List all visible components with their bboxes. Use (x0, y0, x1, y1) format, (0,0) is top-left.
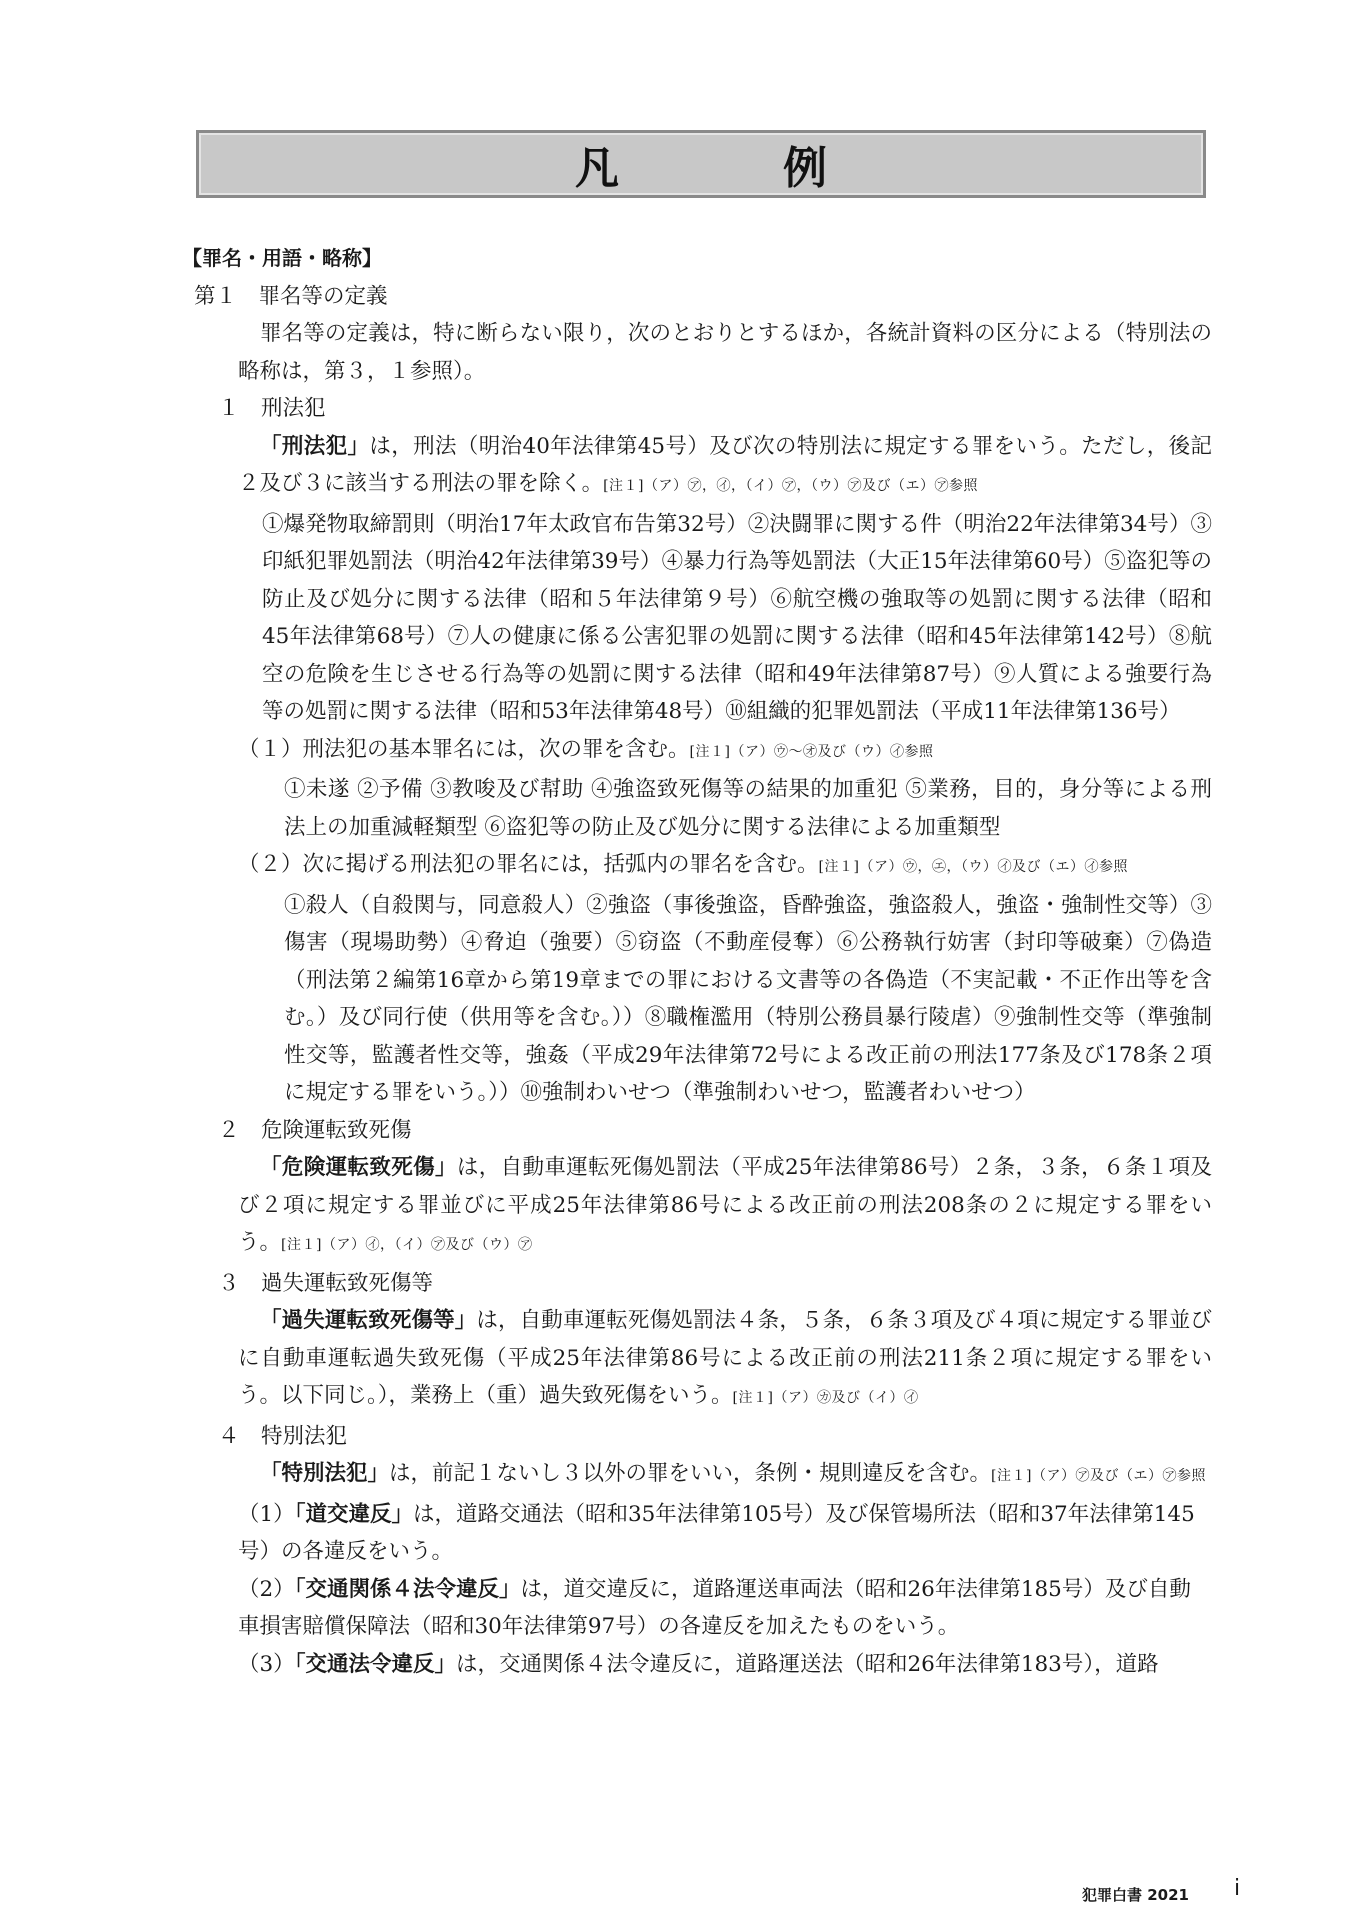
sub-list-1-2: ①殺人（自殺関与，同意殺人）②強盗（事後強盗，昏酔強盗，強盗殺人，強盗・強制性交等）③傷害（現場助勢）④脅迫（強要）⑤窃盗（不動産侵奪）⑥公務執行妨害（封印等破棄）⑦偽造（刑法第２編第16章から第19章までの罪における文書等の各偽造（不実記載・不正作出等を含む。）及び同行使（供用等を含む。））⑧職権濫用（特別公務員暴行陵虐）⑨強制性交等（準強制性交等，監護者性交等，強姦（平成29年法律第72号による改正前の刑法177条及び178条２項に規定する罪をいう。））⑩強制わいせつ（準強制わいせつ，監護者わいせつ） (284, 892, 1212, 1105)
sub-note-1-1: [注１]（ア）㋒～㋔及び（ウ）㋑参照 (689, 743, 934, 760)
sub-num-4-1: （1） (238, 1501, 295, 1527)
sub-item-4-3 (182, 1646, 1212, 1684)
sub-heading-1-1 (182, 731, 1212, 772)
sub-num-4-2: （2） (238, 1576, 295, 1602)
note-2: [注１]（ア）㋑，（イ）㋐及び（ウ）㋐ (281, 1237, 533, 1253)
law-list-1: ①爆発物取締罰則（明治17年太政官布告第32号）②決闘罪に関する件（明治22年法律第34号）③印紙犯罪処罰法（明治42年法律第39号）④暴力行為等処罰法（大正15年法律第60号）⑤盗犯等の防止及び処分に関する法律（昭和５年法律第９号）⑥航空機の強取等の処罰に関する法律（昭和45年法律第68号）⑦人の健康に係る公害犯罪の処罰に関する法律（昭和45年法律第142号）⑧航空の危険を生じさせる行為等の処罰に関する法律（昭和49年法律第87号）⑨人質による強要行為等の処罰に関する法律（昭和53年法律第48号）⑩組織的犯罪処罰法（平成11年法律第136号） (262, 511, 1212, 724)
sub-item-4-2 (182, 1571, 1212, 1646)
note-1: [注１]（ア）㋐，㋑，（イ）㋐，（ウ）㋐及び（エ）㋐参照 (603, 478, 979, 494)
page-title: 凡 例 (575, 143, 887, 194)
sub-heading-text-1-2: （２）次に掲げる刑法犯の罪名には，括弧内の罪名を含む。 (238, 852, 819, 877)
sub-list-1-1: ①未遂 ②予備 ③教唆及び幇助 ④強盗致死傷等の結果的加重犯 ⑤業務，目的，身分等による刑法上の加重減軽類型 ⑥盗犯等の防止及び処分に関する法律による加重類型 (284, 777, 1212, 840)
term-koutsuu4hourei: 「交通関係４法令違反」 (294, 1576, 521, 1602)
item-body-3 (182, 1302, 1212, 1418)
sub-heading-1-2 (182, 846, 1212, 887)
item-text-4: は，前記１ないし３以外の罪をいい，条例・規則違反を含む。 (389, 1461, 992, 1486)
sub-note-1-2: [注１]（ア）㋒，㋓，（ウ）㋑及び（エ）㋑参照 (818, 859, 1128, 875)
term-kashitsuunten: 「過失運転致死傷等」 (260, 1308, 477, 1333)
section-header: 【罪名・用語・略称】 (182, 246, 382, 270)
part-heading: 第１ 罪名等の定義 (194, 283, 388, 309)
footer-book-title: 犯罪白書 2021 (1082, 1886, 1189, 1904)
term-kikenunten: 「危険運転致死傷」 (260, 1155, 457, 1180)
sub-text-4-3: は，交通関係４法令違反に，道路運送法（昭和26年法律第183号），道路 (455, 1651, 1159, 1677)
term-doukouihan: 「道交違反」 (294, 1501, 413, 1527)
document-body (182, 240, 1212, 1683)
item-heading-2: ２ 危険運転致死傷 (218, 1117, 412, 1143)
note-4: [注１]（ア）㋐及び（エ）㋐参照 (991, 1468, 1206, 1484)
sub-item-4-1 (182, 1496, 1212, 1571)
sub-heading-text-1-1: （１）刑法犯の基本罪名には，次の罪を含む。 (238, 736, 690, 762)
term-keihouhan: 「刑法犯」 (260, 433, 370, 459)
item-body-1 (182, 428, 1212, 506)
sub-text-4-1: は，道路交通法（昭和35年法律第105号）及び保管場所法（昭和37年法律第145号）の各違反をいう。 (238, 1501, 1195, 1564)
page-number: i (1234, 1876, 1241, 1901)
part-intro: 罪名等の定義は，特に断らない限り，次のとおりとするほか，各統計資料の区分による（特別法の略称は，第３，１参照）。 (238, 321, 1212, 384)
page-title-box (196, 130, 1206, 198)
item-text-1: は，刑法（明治40年法律第45号）及び次の特別法に規定する罪をいう。ただし，後記２及び３に該当する刑法の罪を除く。 (238, 433, 1212, 496)
sub-text-4-2: は，道交違反に，道路運送車両法（昭和26年法律第185号）及び自動車損害賠償保障法（昭和30年法律第97号）の各違反を加えたものをいう。 (238, 1576, 1191, 1639)
item-text-2: は，自動車運転死傷処罰法（平成25年法律第86号）２条，３条，６条１項及び２項に規定する罪並びに平成25年法律第86号による改正前の刑法208条の２に規定する罪をいう。 (238, 1155, 1212, 1255)
term-koutsuuhourei: 「交通法令違反」 (294, 1651, 456, 1677)
item-body-4 (182, 1455, 1212, 1496)
item-heading-1: １ 刑法犯 (218, 396, 326, 421)
note-3: [注１]（ア）㋕及び（イ）㋑ (732, 1390, 919, 1406)
item-heading-3: ３ 過失運転致死傷等 (218, 1270, 434, 1296)
term-tokubetsuhouhan: 「特別法犯」 (260, 1461, 390, 1486)
item-body-2 (182, 1149, 1212, 1265)
item-text-3: は，自動車運転死傷処罰法４条，５条，６条３項及び４項に規定する罪並びに自動車運転過失致死傷（平成25年法律第86号による改正前の刑法211条２項に規定する罪をいう。以下同じ。），業務上（重）過失致死傷をいう。 (238, 1308, 1212, 1408)
item-heading-4: ４ 特別法犯 (218, 1423, 348, 1449)
sub-num-4-3: （3） (238, 1651, 295, 1677)
